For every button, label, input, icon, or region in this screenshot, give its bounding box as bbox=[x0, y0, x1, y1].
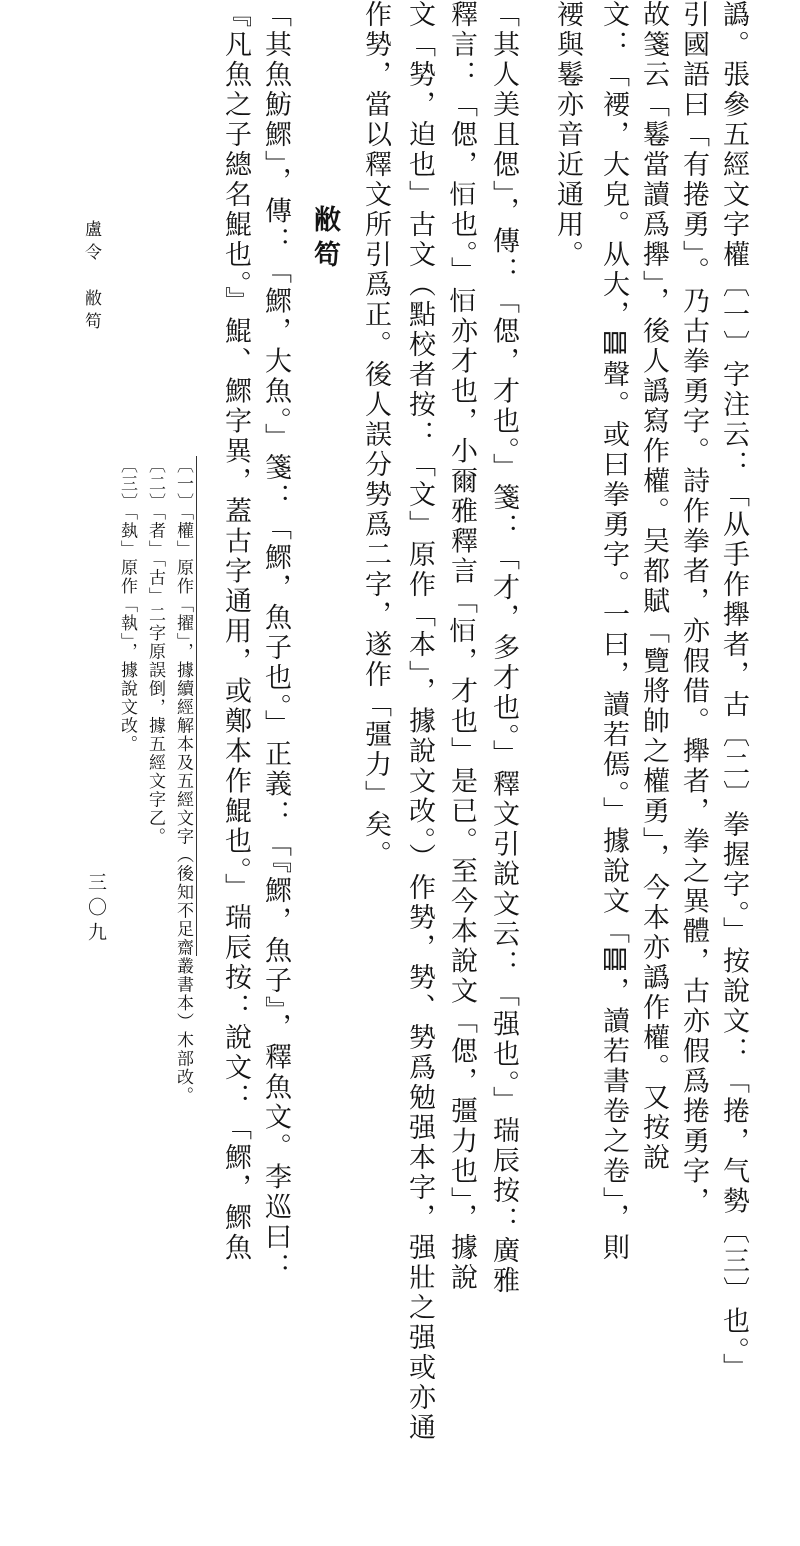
page-number: 三〇九 bbox=[85, 872, 107, 947]
text-column-5: 䙅與鬈亦音近通用。 bbox=[552, 0, 583, 270]
text-column-8: 文「㔟，迫也」古文（點校者按：「文」原作「本」，據說文改。）作㔟，㔟、㔟爲勉强本字，强壯之强或亦通 bbox=[404, 0, 435, 1443]
section-column-2: 『凡魚之子總名鯤也。』鯤、鰥字異，蓋古字通用，或鄭本作鯤也。」瑞辰按：說文：「鰥，鰥魚 bbox=[220, 0, 251, 1263]
text-column-2: 引國語曰「有捲勇」。乃古拳勇字。詩作拳者，亦假借。攑者，拳之異體，古亦假爲捲勇字， bbox=[678, 0, 709, 1217]
footnote-3: 〔三〕「埶」原作「執」，據說文改。 bbox=[117, 456, 137, 754]
text-column-9: 作㔟，當以釋文所引爲正。後人誤分㔟爲二字，遂作「彊力」矣。 bbox=[360, 0, 391, 870]
text-column-3: 故箋云「鬈當讀爲攑」，後人譌寫作權。吴都賦「覽將帥之權勇」，今本亦譌作權。又按說 bbox=[638, 0, 669, 1173]
section-heading: 敝笱 bbox=[309, 205, 340, 275]
footnote-rule bbox=[196, 456, 197, 956]
text-column-7: 釋言：「偲，𢘆也。」𢘆亦才也，小爾雅釋言「𢘆，才也」是已。至今本說文「偲，彊力也」，據說 bbox=[446, 0, 477, 1293]
text-column-6: 「其人美且偲」，傳：「偲，才也。」箋：「才，多才也。」釋文引說文云：「强也。」瑞辰按：廣雅 bbox=[488, 0, 519, 1296]
footnote-2: 〔二〕「者」「古」二字原誤倒，據五經文字乙。 bbox=[145, 456, 165, 846]
text-column-1: 譌。張參五經文字權〔一〕字注云：「从手作攑者，古〔二〕拳握字。」按說文：「捲，气勢〔三〕也。」 bbox=[718, 0, 749, 1383]
footnote-1: 〔一〕「權」原作「擢」，據續經解本及五經文字（後知不足齋叢書本）木部改。 bbox=[173, 456, 193, 1105]
text-column-4: 文：「䙅，大皃。从大，𠱠聲。或曰拳勇字。一曰，讀若傿。」據說文「𠱠，讀若書卷之卷」，則 bbox=[598, 0, 629, 1263]
section-column-1: 「其魚魴鰥」，傳：「鰥，大魚。」箋：「鰥，魚子也。」正義：「『鰥，魚子』，釋魚文。李巡曰： bbox=[260, 0, 291, 1283]
running-head: 盧令 敝笱 bbox=[81, 220, 101, 335]
